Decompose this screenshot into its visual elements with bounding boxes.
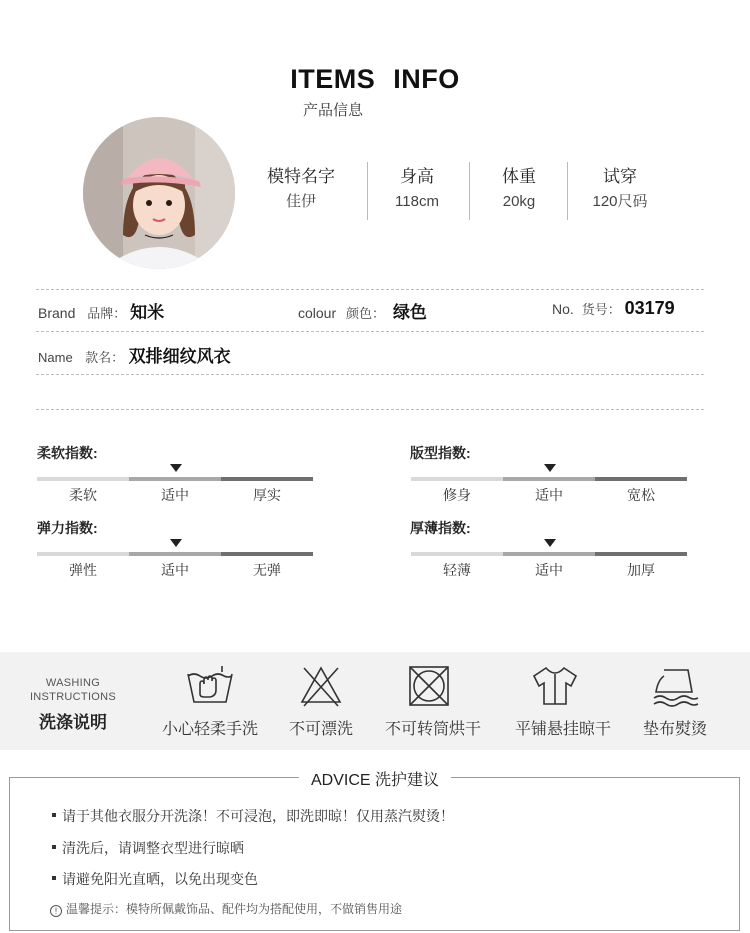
colour-field (298, 298, 427, 323)
washing-heading-en-line1: WASHING (45, 677, 101, 689)
scale-label: 柔软 (69, 487, 97, 503)
brand-label-cn: 品牌： (87, 306, 127, 321)
number-label-cn: 货号： (581, 302, 621, 317)
stat-divider (469, 162, 470, 220)
scale-label: 适中 (161, 562, 189, 578)
stat-divider (367, 162, 368, 220)
no-tumble-dry-icon (407, 664, 451, 713)
thickness-index-title: 厚薄指数: (410, 520, 471, 536)
stat-divider (567, 162, 568, 220)
softness-marker-icon (170, 464, 182, 472)
fit-marker-icon (544, 464, 556, 472)
no-bleach-label: 不可漂洗 (288, 721, 353, 738)
stat-weight (482, 165, 556, 215)
washing-heading-en-line2: INSTRUCTIONS (29, 691, 117, 703)
thickness-marker-icon (544, 539, 556, 547)
scale-label: 宽松 (627, 487, 655, 503)
fit-scale-labels (411, 485, 687, 505)
advice-item-text: 请避免阳光直晒，以免出现变色 (62, 871, 258, 887)
name-label-cn: 款名： (85, 350, 125, 365)
stat-value: 佳伊 (285, 193, 316, 210)
scale-label: 厚实 (253, 487, 281, 503)
advice-item-text: 请于其他衣服分开洗涤！不可浸泡，即洗即晾！仅用蒸汽熨烫！ (62, 808, 454, 824)
page-subtitle: 产品信息 (303, 102, 364, 119)
no-tumble-dry-label: 不可转筒烘干 (384, 721, 481, 738)
stat-label: 身高 (400, 167, 434, 186)
dry-flat-label: 平铺悬挂晾干 (514, 721, 611, 738)
name-value: 双排细纹风衣 (128, 347, 231, 366)
stat-value: 120尺码 (592, 193, 648, 210)
bullet-icon (52, 813, 56, 817)
model-avatar (83, 117, 235, 269)
scale-label: 适中 (535, 562, 563, 578)
iron-with-cloth-label: 垫布熨烫 (642, 721, 707, 738)
hand-wash-label: 小心轻柔手洗 (161, 721, 258, 738)
fit-index-title: 版型指数: (410, 445, 471, 461)
number-label-en: No. (552, 301, 574, 317)
divider (36, 331, 704, 332)
thickness-scale-labels (411, 560, 687, 580)
dry-flat-icon (530, 664, 580, 713)
item-number-field (552, 298, 675, 319)
stat-value: 118cm (395, 193, 439, 210)
scale-label: 适中 (161, 487, 189, 503)
divider (36, 289, 704, 290)
elasticity-index-title: 弹力指数: (37, 520, 98, 536)
softness-scale-labels (37, 485, 313, 505)
softness-scale-bar (37, 477, 313, 481)
washing-heading (22, 676, 124, 733)
divider (36, 409, 704, 410)
brand-field (38, 298, 164, 323)
page-title (0, 64, 750, 95)
stat-model-name (258, 165, 344, 215)
advice-item (52, 869, 258, 889)
advice-item-text: 清洗后，请调整衣型进行晾晒 (62, 840, 244, 856)
washing-heading-cn: 洗涤说明 (39, 713, 107, 732)
scale-label: 轻薄 (443, 562, 471, 578)
stat-height (378, 165, 456, 215)
elasticity-scale-bar (37, 552, 313, 556)
info-icon: ! (50, 905, 62, 917)
brand-label-en: Brand (38, 305, 76, 321)
no-bleach-icon (298, 664, 344, 713)
scale-label: 修身 (443, 487, 471, 503)
stat-label: 模特名字 (267, 167, 335, 186)
name-field (38, 342, 231, 367)
product-info-row (38, 298, 702, 322)
warm-tip (50, 900, 402, 917)
hand-wash-icon (184, 664, 236, 713)
bullet-icon (52, 845, 56, 849)
colour-value: 绿色 (392, 303, 427, 322)
title-word-info: INFO (393, 64, 460, 94)
brand-value: 知米 (130, 303, 165, 322)
advice-item (52, 838, 244, 858)
advice-title (0, 767, 750, 790)
bullet-icon (52, 876, 56, 880)
warm-tip-text: 温馨提示：模特所佩戴饰品、配件均为搭配使用，不做销售用途 (66, 902, 403, 916)
name-label-en: Name (38, 350, 73, 365)
elasticity-scale-labels (37, 560, 313, 580)
advice-item (52, 806, 454, 826)
number-value: 03179 (624, 298, 675, 318)
advice-title-text: ADVICE 洗护建议 (299, 772, 451, 789)
fit-scale-bar (411, 477, 687, 481)
elasticity-marker-icon (170, 539, 182, 547)
stat-size (578, 165, 662, 215)
stat-value: 20kg (502, 193, 536, 210)
scale-label: 加厚 (627, 562, 655, 578)
stat-label: 体重 (502, 167, 536, 186)
scale-label: 无弹 (253, 562, 281, 578)
title-word-items: ITEMS (290, 64, 376, 94)
divider (36, 374, 704, 375)
softness-index-title: 柔软指数: (37, 445, 98, 461)
colour-label-en: colour (298, 305, 337, 321)
iron-with-cloth-icon (650, 664, 700, 713)
scale-label: 弹性 (69, 562, 97, 578)
stat-label: 试穿 (603, 167, 637, 186)
scale-label: 适中 (535, 487, 563, 503)
colour-label-cn: 颜色： (346, 306, 386, 321)
thickness-scale-bar (411, 552, 687, 556)
